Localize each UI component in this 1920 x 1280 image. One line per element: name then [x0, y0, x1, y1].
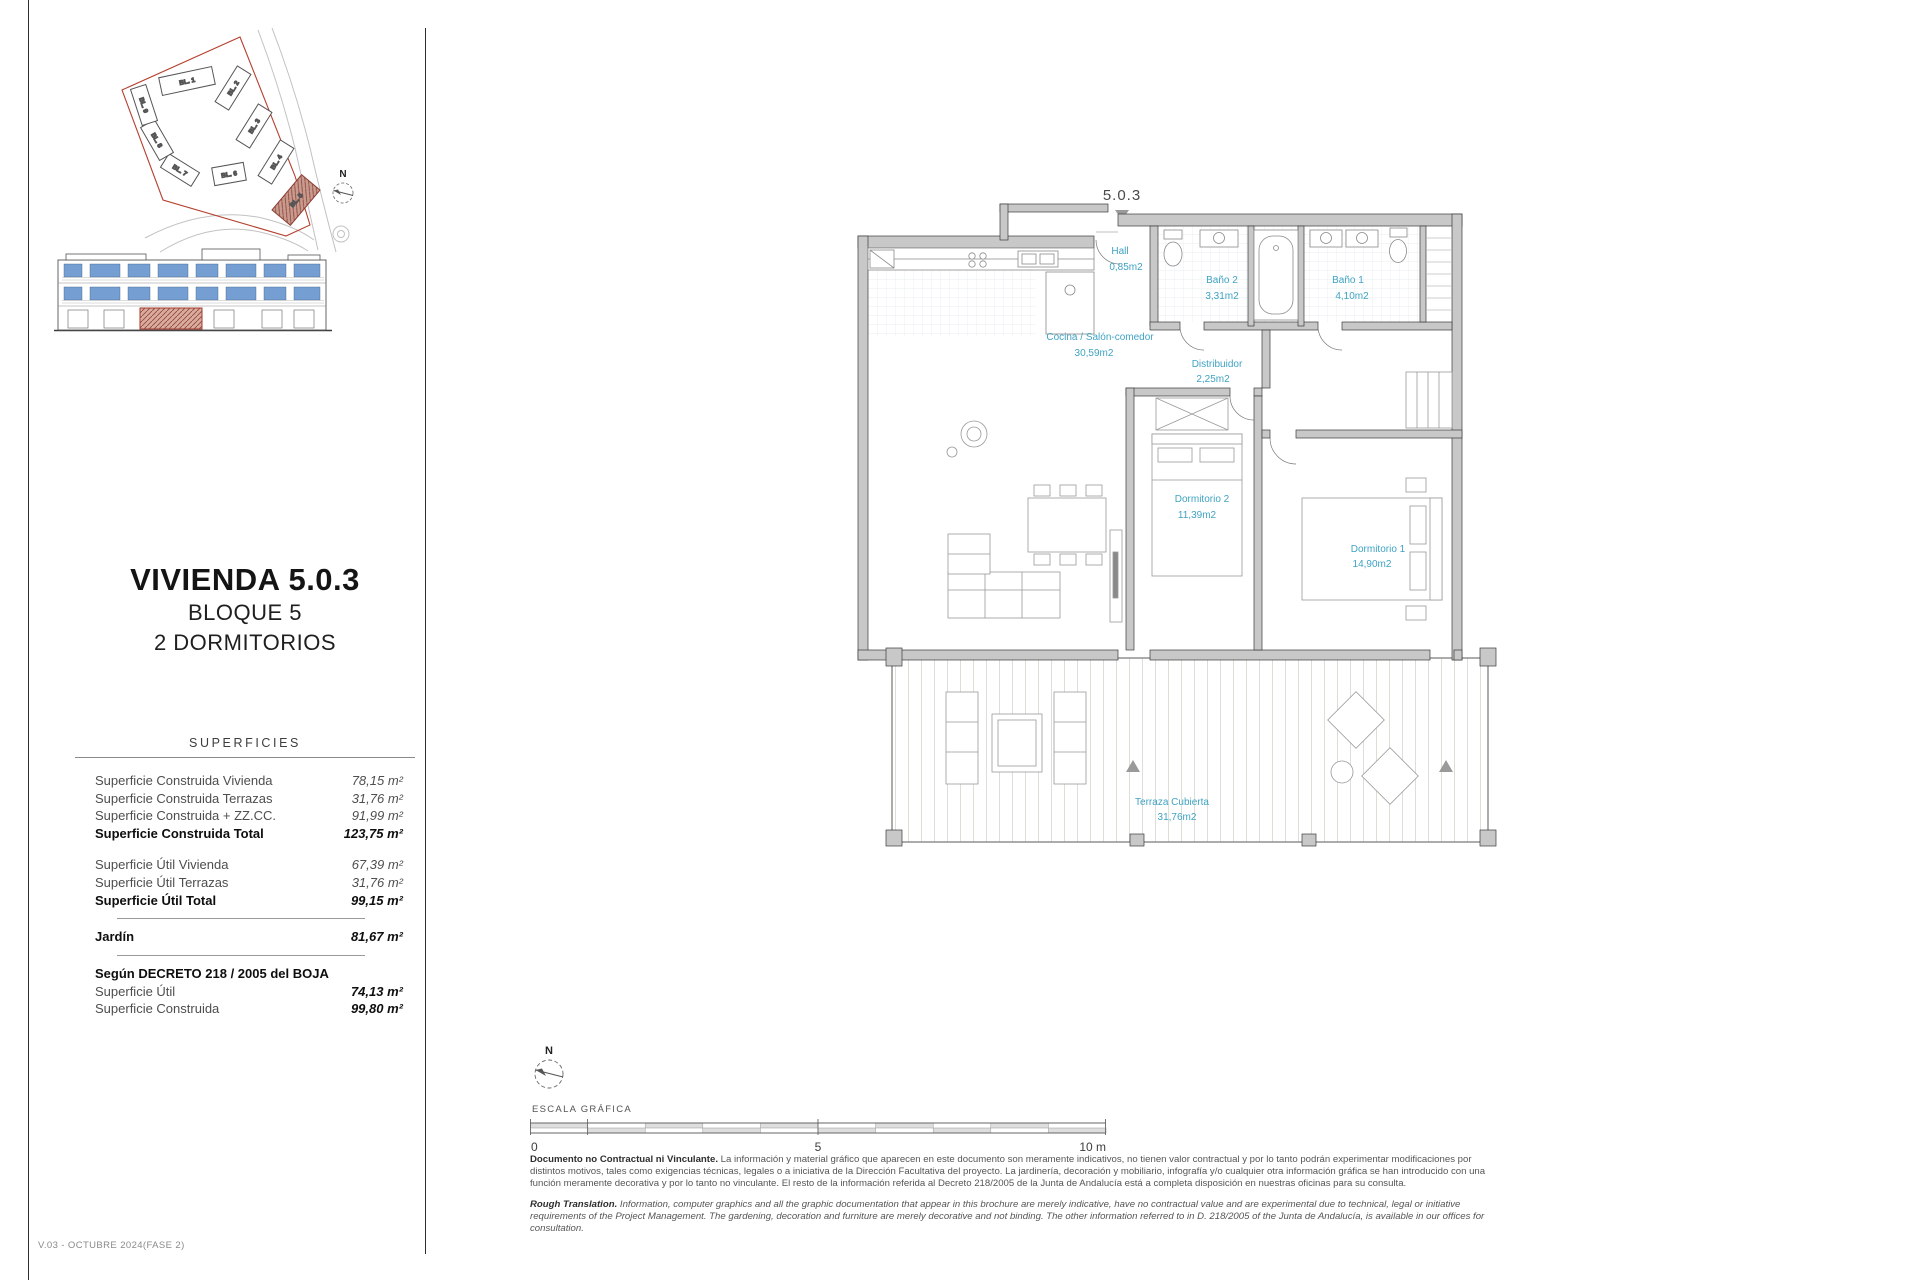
- building-label: BL. 6: [220, 170, 238, 180]
- room-area: 3,31m2: [1205, 291, 1239, 302]
- table-row: Superficie Construida + ZZ.CC. 91,99 m²: [95, 808, 403, 824]
- building-bl7: [160, 154, 199, 187]
- scale-title: ESCALA GRÁFICA: [532, 1104, 633, 1115]
- room-label: Terraza Cubierta: [1135, 797, 1209, 808]
- block-subtitle: BLOQUE 5: [187, 600, 303, 625]
- disclaimer-spanish: [530, 1154, 1492, 1189]
- room-area: 2,25m2: [1196, 374, 1230, 385]
- decree-header: Según DECRETO 218 / 2005 del BOJA: [95, 965, 329, 981]
- building-label: BL. 3: [247, 117, 263, 136]
- table-row: Superficie Útil 74,13 m²: [95, 983, 403, 999]
- bedroom2-furniture: [1152, 398, 1242, 576]
- room-label: Cocina / Salón-comedor: [1046, 332, 1154, 343]
- disclaimer-english-body: Information, computer graphics and all the graphic documentation that appear in this brochure are merely indicative, have no contractual value and are experimental due to technical, legal or initiative requirements of the Project Management. The gardening, decoration and furniture are merely decorative and not binding. The other information referred to in D. 218/2005 of the Junta de Andalucía, is available in our offices for consultation.: [530, 1199, 1485, 1234]
- table-row: Superficie Construida Terrazas 31,76 m²: [95, 790, 403, 806]
- highlighted-unit: [140, 308, 202, 329]
- room-area: 30,59m2: [1074, 348, 1114, 359]
- building-bl9: [131, 84, 158, 125]
- building-label: BL. 2: [226, 79, 242, 98]
- unit-title-block: [75, 562, 415, 658]
- separator-line: [117, 918, 365, 919]
- elevation-drawing: [52, 246, 334, 336]
- building-bl4: [258, 140, 294, 184]
- room-label: Baño 2: [1206, 275, 1238, 286]
- building-bl3: [236, 104, 272, 148]
- column-divider: [425, 28, 426, 1254]
- room-area: 4,10m2: [1335, 291, 1369, 302]
- bedroom1-furniture: [1302, 372, 1452, 620]
- disclaimer-block: [530, 1154, 1492, 1235]
- north-letter: N: [545, 1045, 553, 1057]
- table-row-total: Superficie Útil Total 99,15 m²: [95, 892, 403, 908]
- room-label: Dormitorio 2: [1174, 494, 1230, 505]
- room-area: 11,39m2: [1177, 510, 1217, 521]
- scale-north-compass: [524, 1042, 574, 1098]
- version-label: V.03 - OCTUBRE 2024(FASE 2): [38, 1240, 185, 1251]
- bedrooms-subtitle: 2 DORMITORIOS: [153, 630, 337, 655]
- building-bl2: [215, 66, 251, 110]
- scale-tick-10: 10 m: [1079, 1140, 1106, 1154]
- room-label: Hall: [1111, 246, 1129, 257]
- scale-tick-0: 0: [531, 1140, 538, 1154]
- building-bl5-highlighted: [272, 175, 320, 226]
- roof-parapets: [66, 249, 320, 260]
- building-label: BL. 8: [149, 131, 164, 150]
- table-row-total: Superficie Construida Total 123,75 m²: [95, 825, 403, 841]
- disclaimer-spanish-body: La información y material gráfico que aparecen en este documento son meramente indicativos, no tienen valor contractual y por lo tanto podrán experimentar modificaciones por distintos motivos, tales como exigencias técnicas, legales o a iniciativa de la Dirección Facultativa del proyecto. La jardinería, decoración y mobiliario, infografía y/o cualquier otra información gráfica se han introducido con una función meramente decorativa y por lo tanto no vinculante. El resto de la información referida al Decreto 218/2005 de la Junta de Andalucía está a completa disposición en nuestras oficinas para su consulta.: [530, 1154, 1486, 1189]
- room-label: Distribuidor: [1191, 359, 1243, 370]
- room-area: 31,76m2: [1157, 812, 1197, 823]
- room-area: 14,90m2: [1352, 559, 1392, 570]
- garden-row: Jardín 81,67 m²: [95, 929, 403, 945]
- room-area: 0,85m2: [1109, 262, 1143, 273]
- building-label: BL. 4: [269, 153, 285, 172]
- surfaces-header: SUPERFICIES: [75, 736, 415, 758]
- table-row: Superficie Construida 99,80 m²: [95, 1001, 403, 1017]
- disclaimer-english: [530, 1199, 1492, 1234]
- building-label: BL. 1: [178, 76, 196, 88]
- floor-plan-drawing: [850, 180, 1500, 870]
- page-title: VIVIENDA 5.0.3: [130, 562, 360, 597]
- built-surfaces-group: [75, 772, 415, 842]
- disclaimer-spanish-lead: Documento no Contractual ni Vinculante.: [530, 1154, 718, 1165]
- plan-unit-code: 5.0.3: [1102, 187, 1142, 204]
- usable-surfaces-group: [75, 856, 415, 909]
- disclaimer-english-lead: Rough Translation.: [530, 1199, 618, 1211]
- north-letter: N: [339, 169, 347, 180]
- living-furniture: [947, 421, 1122, 622]
- room-label: Dormitorio 1: [1350, 544, 1406, 555]
- table-row: Superficie Construida Vivienda 78,15 m²: [95, 773, 403, 788]
- table-row: Superficie Útil Vivienda 67,39 m²: [95, 857, 403, 873]
- surfaces-table: [75, 736, 415, 1018]
- site-buildings: [131, 66, 320, 225]
- scale-tick-5: 5: [814, 1140, 822, 1154]
- table-row: Superficie Útil Terrazas 31,76 m²: [95, 874, 403, 890]
- room-label: Baño 1: [1332, 275, 1364, 286]
- building-bl6: [212, 162, 247, 185]
- building-label: BL. 5: [288, 192, 305, 209]
- building-label: BL. 9: [137, 96, 149, 114]
- site-north-compass: [324, 166, 364, 210]
- page-left-border: [28, 0, 29, 1280]
- separator-line: [117, 955, 365, 956]
- site-plan-drawing: [90, 28, 390, 253]
- building-label: BL. 7: [170, 163, 189, 179]
- building-bl1: [159, 67, 216, 96]
